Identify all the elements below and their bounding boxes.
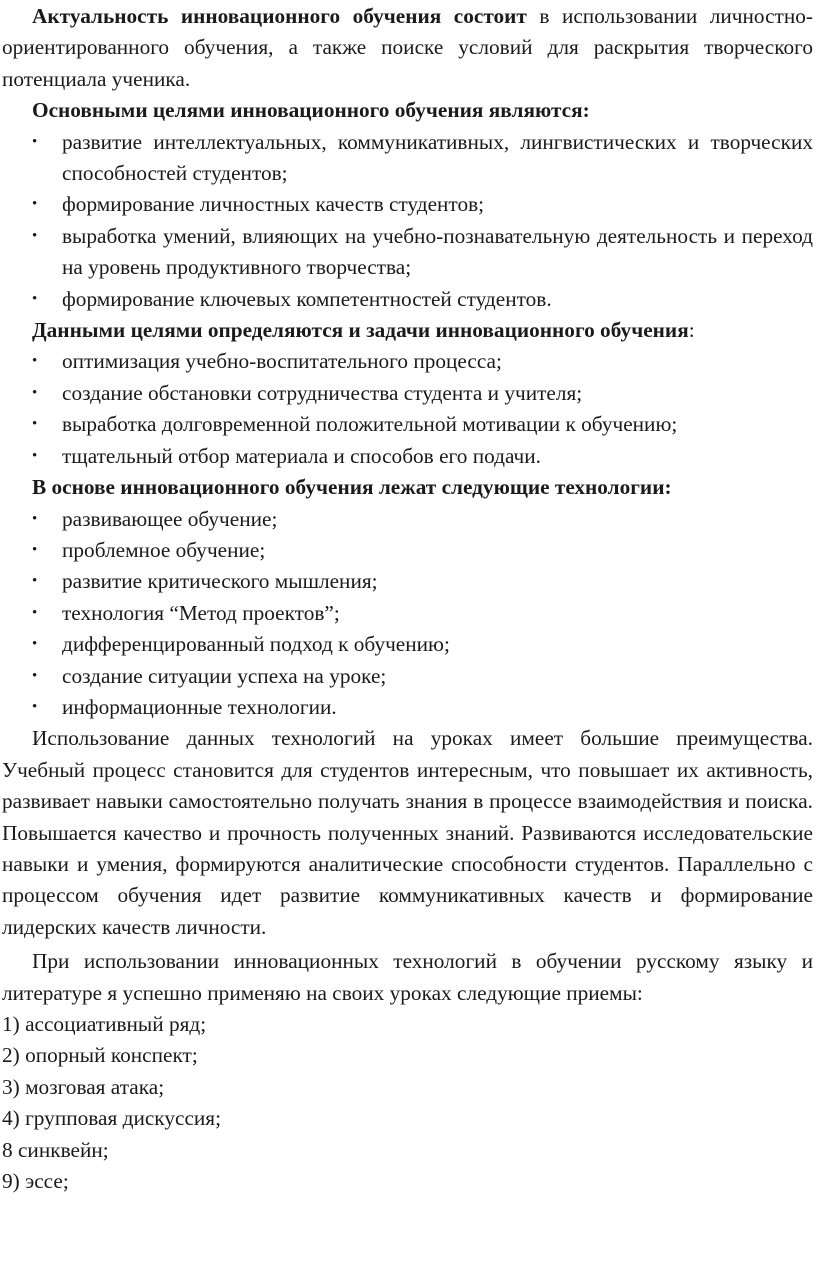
list-item: 8 синквейн;: [2, 1137, 109, 1162]
tasks-heading-text: Данными целями определяются и задачи инновационного обучения: [32, 318, 689, 343]
tasks-heading-colon: :: [688, 318, 695, 343]
list-item: 9) эссе;: [2, 1169, 69, 1194]
list-item: • формирование ключевых компетентностей студентов.: [2, 284, 813, 315]
list-item: 3) мозговая атака;: [2, 1074, 165, 1099]
list-item: 2) опорный конспект;: [2, 1043, 198, 1068]
intro-text: в использовании личностно-ориентированного обучения, а также поиске условий для раскрытия творческого потенциала ученика.: [2, 4, 813, 91]
list-item: • развитие интеллектуальных, коммуникативных, лингвистических и творческих способностей студентов;: [2, 127, 813, 190]
list-item: • развитие критического мышления;: [2, 566, 813, 597]
technologies-heading: В основе инновационного обучения лежат следующие технологии:: [32, 475, 672, 500]
list-item: • тщательный отбор материала и способов его подачи.: [2, 441, 813, 472]
tasks-heading: [2, 315, 813, 346]
list-item: • оптимизация учебно-воспитательного процесса;: [2, 346, 813, 377]
intro-bold-lead: Актуальность инновационного обучения состоит: [32, 4, 527, 28]
list-item: • развивающее обучение;: [2, 504, 813, 535]
goals-heading: Основными целями инновационного обучения являются:: [32, 98, 590, 123]
intro-paragraph: [2, 0, 813, 95]
list-item: • проблемное обучение;: [2, 535, 813, 566]
list-item: • выработка умений, влияющих на учебно-познавательную деятельность и переход на уровень продуктивного творчества;: [2, 221, 813, 284]
list-item: • создание ситуации успеха на уроке;: [2, 661, 813, 692]
tasks-list: [2, 346, 813, 472]
goals-list: [2, 127, 813, 315]
list-item: 4) групповая дискуссия;: [2, 1106, 222, 1131]
usage-paragraph: Использование данных технологий на уроках имеет большие преимущества. Учебный процесс становится для студентов интересным, что повышает их активность, развивает навыки самостоятельно получать знания в процессе взаимодействия и поиска. Повышается качество и прочность полученных знаний. Развиваются исследовательские навыки и умения, формируются аналитические способности студентов. Параллельно с процессом обучения идет развитие коммуникативных качеств и формирование лидерских качеств личности.: [2, 726, 813, 939]
methods-paragraph: При использовании инновационных технологий в обучении русскому языку и литературе я успешно применяю на своих уроках следующие приемы:: [2, 949, 813, 1005]
list-item: • технология “Метод проектов”;: [2, 598, 813, 629]
methods-list: [2, 1009, 813, 1197]
list-item: • формирование личностных качеств студентов;: [2, 189, 813, 220]
list-item: • выработка долговременной положительной мотивации к обучению;: [2, 409, 813, 440]
list-item: • создание обстановки сотрудничества студента и учителя;: [2, 378, 813, 409]
list-item: • информационные технологии.: [2, 692, 813, 723]
list-item: • дифференцированный подход к обучению;: [2, 629, 813, 660]
technologies-list: [2, 504, 813, 724]
list-item: 1) ассоциативный ряд;: [2, 1012, 207, 1036]
